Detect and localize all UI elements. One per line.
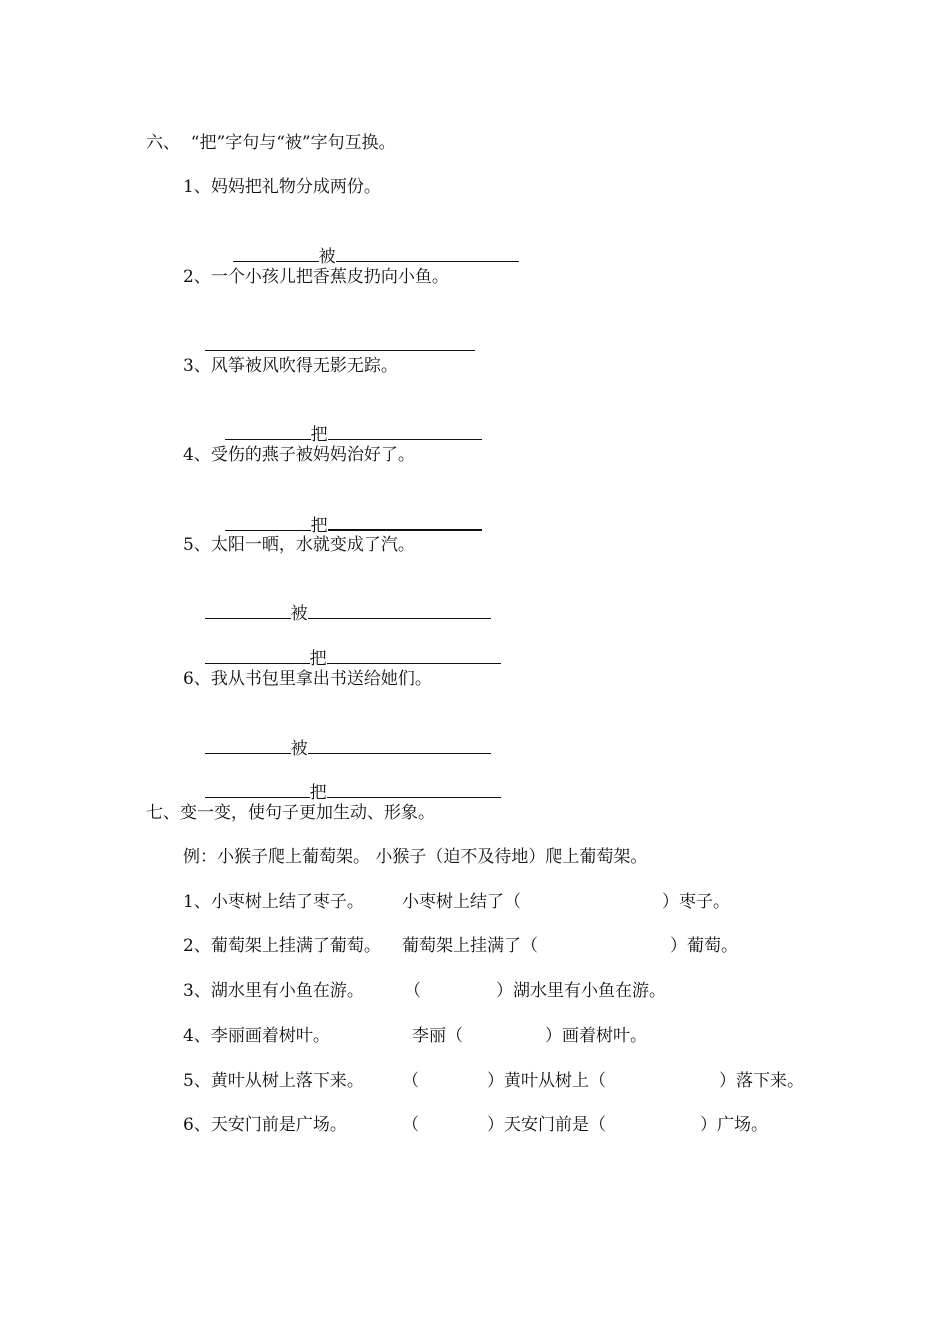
section-6-title: 六、 “把”字句与“被”字句互换。	[146, 133, 396, 153]
s7-item-3-rewrite-end: ）湖水里有小鱼在游。	[496, 981, 666, 1001]
s7-item-3-fill-space[interactable]	[423, 980, 499, 1002]
connector-word: 把	[310, 425, 328, 445]
s7-item-6-rewrite-end: ）广场。	[700, 1115, 768, 1135]
s7-item-2-fill-space[interactable]	[551, 935, 669, 957]
s7-item-1-rewrite-end: ）枣子。	[662, 892, 730, 912]
answer-blank[interactable]	[308, 600, 491, 619]
s7-item-1-rewrite-start: 小枣树上结了（	[402, 892, 521, 912]
s6-item-6-sentence: 6、我从书包里拿出书送给她们。	[183, 669, 432, 689]
answer-blank[interactable]	[327, 779, 501, 798]
answer-blank[interactable]	[205, 332, 475, 351]
s6-item-3-sentence: 3、风筝被风吹得无影无踪。	[183, 356, 398, 376]
s7-item-5-fill-space-1[interactable]	[421, 1070, 489, 1092]
answer-blank[interactable]	[336, 243, 519, 262]
s7-item-2-original: 2、葡萄架上挂满了葡萄。	[183, 936, 381, 956]
answer-blank[interactable]	[233, 243, 319, 262]
s7-item-5-rewrite-middle: ）黄叶从树上（	[487, 1071, 606, 1091]
s7-item-4-rewrite-start: 李丽（	[412, 1026, 463, 1046]
answer-blank[interactable]	[225, 512, 311, 531]
s7-item-6-fill-space-2[interactable]	[622, 1114, 698, 1136]
s7-item-4-original: 4、李丽画着树叶。	[183, 1026, 330, 1046]
connector-word: 被	[290, 739, 308, 759]
connector-word: 把	[309, 783, 327, 803]
s6-item-1-sentence: 1、妈妈把礼物分成两份。	[183, 177, 381, 197]
answer-blank[interactable]	[328, 421, 482, 440]
answer-blank[interactable]	[225, 421, 311, 440]
s7-item-5-original: 5、黄叶从树上落下来。	[183, 1071, 364, 1091]
s7-item-1-fill-space[interactable]	[531, 891, 661, 913]
s7-item-2-rewrite-end: ）葡萄。	[670, 936, 738, 956]
s7-item-6-original: 6、天安门前是广场。	[183, 1115, 347, 1135]
answer-blank[interactable]	[205, 735, 291, 754]
answer-blank[interactable]	[205, 645, 310, 664]
answer-blank[interactable]	[308, 735, 491, 754]
s7-item-4-fill-space[interactable]	[468, 1025, 544, 1047]
s7-item-6-rewrite-start: （	[402, 1115, 419, 1135]
s7-item-6-fill-space-1[interactable]	[421, 1114, 489, 1136]
s7-item-5-rewrite-start: （	[402, 1071, 419, 1091]
s6-item-2-sentence: 2、一个小孩儿把香蕉皮扔向小鱼。	[183, 267, 449, 287]
connector-word: 被	[290, 604, 308, 624]
s7-item-3-rewrite-start: （	[404, 981, 421, 1001]
answer-blank[interactable]	[205, 600, 291, 619]
section-7-title: 七、变一变，使句子更加生动、形象。	[146, 803, 435, 823]
s7-item-5-rewrite-end: ）落下来。	[719, 1071, 804, 1091]
answer-blank[interactable]	[205, 779, 310, 798]
s6-item-4-sentence: 4、受伤的燕子被妈妈治好了。	[183, 445, 415, 465]
s7-item-6-rewrite-middle: ）天安门前是（	[487, 1115, 606, 1135]
s7-item-4-rewrite-end: ）画着树叶。	[545, 1026, 647, 1046]
connector-word: 把	[310, 516, 328, 536]
answer-blank[interactable]	[328, 511, 482, 531]
s7-item-2-rewrite-start: 葡萄架上挂满了（	[402, 936, 538, 956]
s7-item-5-fill-space-2[interactable]	[622, 1070, 718, 1092]
connector-word: 把	[309, 649, 327, 669]
answer-blank[interactable]	[327, 645, 501, 664]
s7-item-3-original: 3、湖水里有小鱼在游。	[183, 981, 364, 1001]
s7-example: 例：小猴子爬上葡萄架。 小猴子（迫不及待地）爬上葡萄架。	[183, 847, 648, 867]
s6-item-5-sentence: 5、太阳一晒，水就变成了汽。	[183, 535, 415, 555]
connector-word: 被	[318, 247, 336, 267]
s7-item-1-original: 1、小枣树上结了枣子。	[183, 892, 364, 912]
